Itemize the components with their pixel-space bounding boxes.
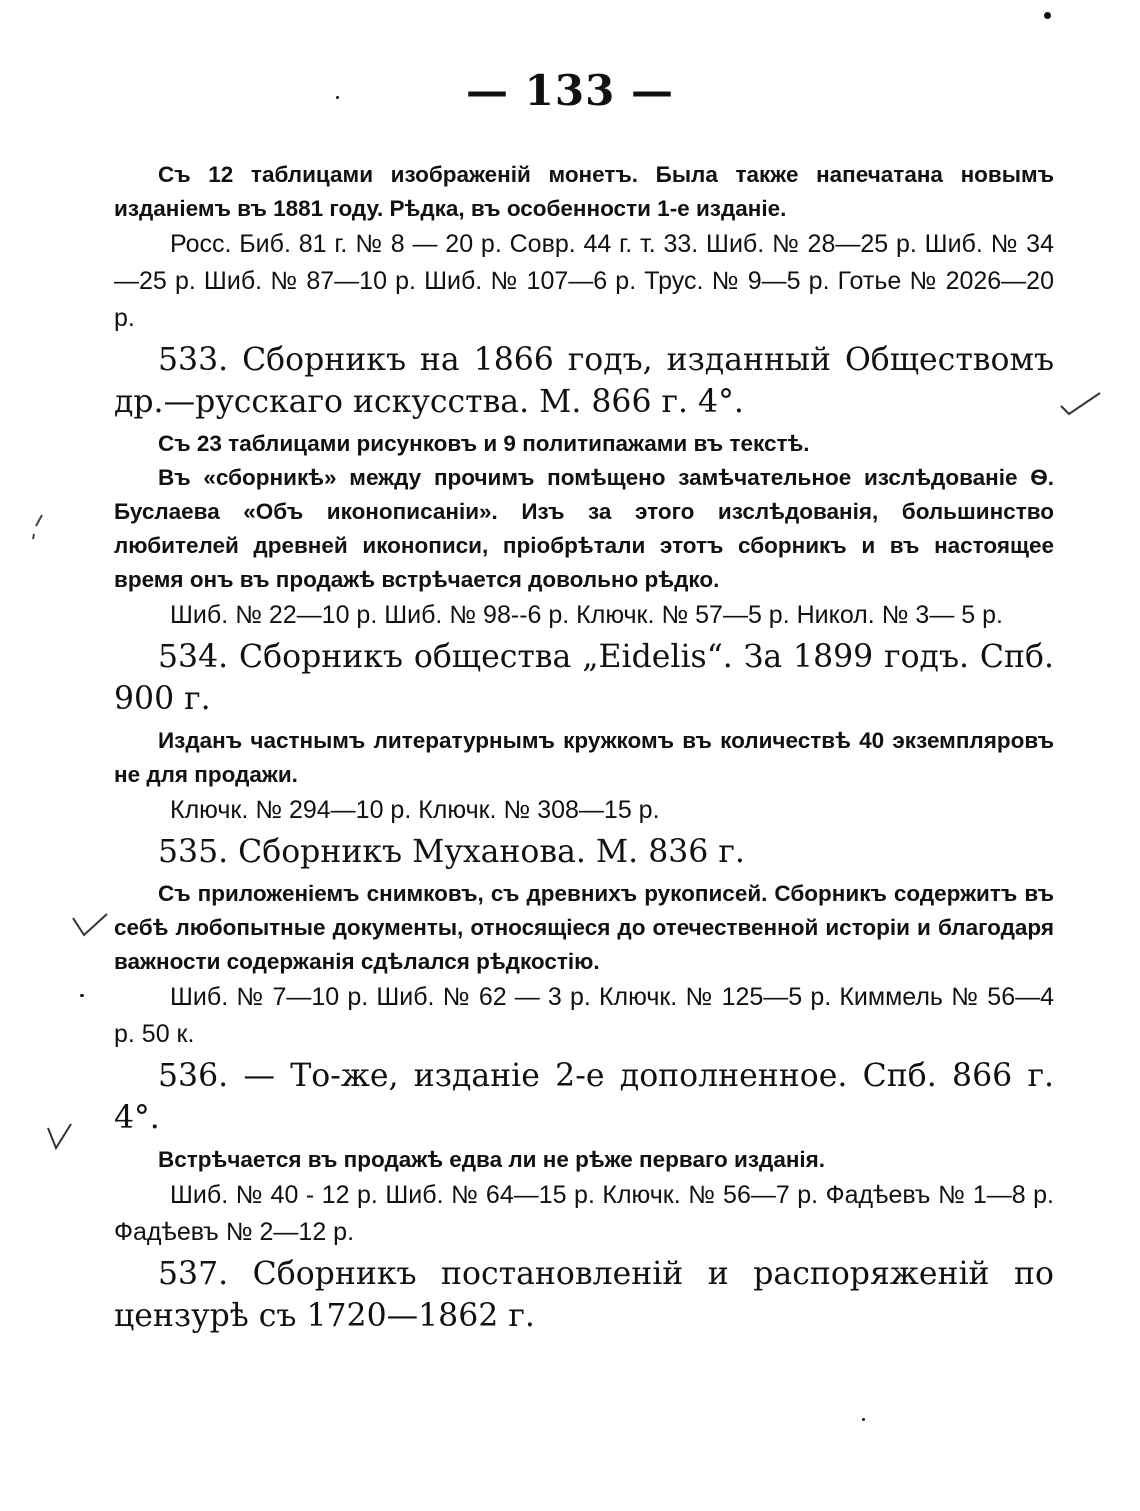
entry-535-title: 535. Сборникъ Муханова. М. 836 г. (158, 834, 745, 870)
page-number: — 133 — (466, 66, 674, 115)
pencil-checkmark-icon (70, 910, 110, 940)
entry-536-note: Встрѣчается въ продажѣ едва ли не рѣже перваго изданія. (158, 1147, 826, 1172)
ink-speck-icon (336, 96, 339, 99)
entry-537-title: 537. Сборникъ постановленій и распоряженій по цензурѣ съ 1720—1862 г. (114, 1256, 1054, 1334)
entry-533-description: Въ «сборникѣ» между прочимъ помѣщено замѣчательное изслѣдованіе Ѳ. Буслаева «Объ иконописаніи». Изъ за этого изслѣдованія, большинство любителей древней иконописи, пріобрѣтали этотъ сборникъ и въ настоящее время онъ въ продажѣ встрѣчается довольно рѣдко. (114, 465, 1054, 592)
entry-534-note: Изданъ частнымъ литературнымъ кружкомъ въ количествѣ 40 экземпляровъ не для продажи. (114, 728, 1054, 787)
entry-534-title: 534. Сборникъ общества „Eidelis“. За 1899 годъ. Спб. 900 г. (114, 639, 1054, 717)
pencil-checkmark-icon (44, 1120, 74, 1152)
entry-533-note: Съ 23 таблицами рисунковъ и 9 политипажами въ текстѣ. (158, 431, 810, 456)
entry-532-prices: Росс. Биб. 81 г. № 8 — 20 р. Совр. 44 г. т. 33. Шиб. № 28—25 р. Шиб. № 34—25 р. Шиб. № 87—10 р. Шиб. № 107—6 р. Трус. № 9—5 р. Готье № 2026—20 р. (114, 230, 1054, 332)
entry-535-note: Съ приложеніемъ снимковъ, съ древнихъ рукописей. Сборникъ содержитъ въ себѣ любопытные документы, относящіеся до отечественной исторіи и благодаря важности содержанія сдѣлался рѣдкостію. (114, 881, 1054, 974)
ink-speck-icon (1044, 12, 1051, 19)
pencil-mark-icon (28, 512, 50, 542)
pencil-checkmark-icon (1058, 388, 1104, 418)
ink-speck-icon (80, 994, 84, 997)
entry-532-note: Съ 12 таблицами изображеній монетъ. Была также напечатана новымъ изданіемъ въ 1881 году. Рѣдка, въ особенности 1-е изданіе. (114, 162, 1054, 221)
entry-535-prices: Шиб. № 7—10 р. Шиб. № 62 — 3 р. Ключк. № 125—5 р. Киммель № 56—4 р. 50 к. (114, 983, 1054, 1048)
ink-speck-icon (862, 1418, 865, 1421)
catalog-text (114, 158, 1054, 1341)
entry-534-prices: Ключк. № 294—10 р. Ключк. № 308—15 р. (170, 796, 660, 824)
entry-536-prices: Шиб. № 40 - 12 р. Шиб. № 64—15 р. Ключк. № 56—7 р. Фадѣевъ № 1—8 р. Фадѣевъ № 2—12 р. (114, 1181, 1054, 1246)
entry-533-prices: Шиб. № 22—10 р. Шиб. № 98--6 р. Ключк. № 57—5 р. Никол. № 3— 5 р. (170, 601, 1003, 629)
entry-536-title: 536. — То-же, изданіе 2-е дополненное. Спб. 866 г. 4°. (114, 1058, 1054, 1136)
entry-533-title: 533. Сборникъ на 1866 годъ, изданный Обществомъ др.—русскаго искусства. М. 866 г. 4°. (114, 342, 1054, 420)
